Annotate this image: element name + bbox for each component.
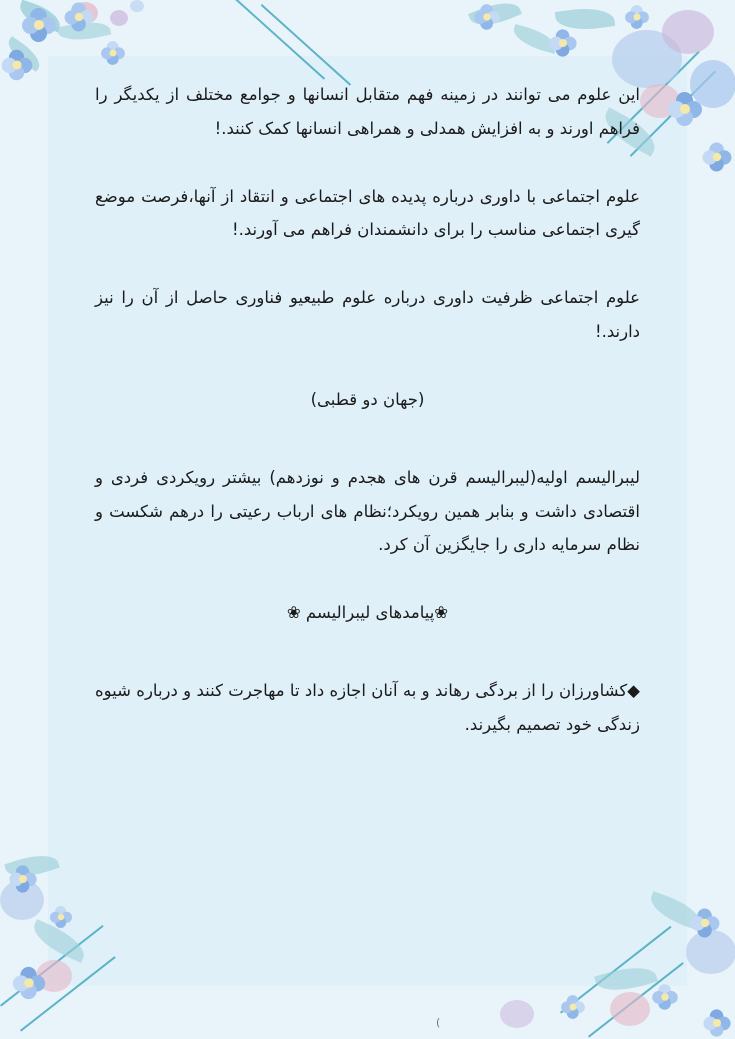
paragraph-2: علوم اجتماعی با داوری درباره پدیده های اجتماعی و انتقاد از آنها،فرصت موضع گیری اجتماعی مناسب را برای دانشمندان فراهم می آورند.! (95, 186, 640, 240)
paragraph-5: لیبرالیسم اولیه(لیبرالیسم قرن های هجدم و نوزدهم) بیشتر رویکردی فردی و اقتصادی داشت و بنابر همین رویکرد؛نظام های ارباب رعیتی را درهم شکست و نظام سرمایه داری را جایگزین آن کرد. (95, 467, 640, 555)
flower-icon (549, 29, 576, 56)
paragraph-spacer (95, 273, 640, 281)
flower-icon (9, 865, 36, 892)
paragraph-3: علوم اجتماعی ظرفیت داوری درباره علوم طبیعیو فناوری حاصل از آن را نیز دارند.! (95, 288, 640, 342)
flower-icon (703, 1009, 730, 1036)
paragraph-spacer (95, 375, 640, 383)
paragraph-spacer (95, 656, 640, 674)
flower-icon (101, 41, 125, 65)
section-heading-liberalism-consequences: ❀پیامدهای لیبرالیسم ❀ (286, 603, 449, 623)
paragraph-spacer (95, 588, 640, 596)
flower-icon (691, 909, 720, 938)
paragraph-spacer (95, 443, 640, 461)
flower-icon (625, 5, 649, 29)
flower-icon (652, 984, 678, 1010)
flower-icon (474, 4, 500, 30)
flower-icon (561, 995, 585, 1019)
paragraph-1: این علوم می توانند در زمینه فهم متقابل انسانها و جوامع مختلف از یکدیگر را فراهم اورند و به افزایش همدلی و همراهی انسانها کمک کنند.! (95, 85, 640, 138)
flower-icon (65, 3, 94, 32)
flower-icon (50, 906, 72, 928)
flower-icon (668, 92, 702, 126)
flower-icon (22, 8, 56, 42)
bottom-page-mark: ) (436, 1016, 441, 1029)
flower-icon (13, 967, 45, 999)
section-heading-bipolar-world: (جهان دو قطبی) (310, 389, 425, 409)
paragraph-spacer (95, 172, 640, 180)
paragraph-7: ◆کشاورزان را از بردگی رهاند و به آنان اجازه داد تا مهاجرت کنند و درباره شیوه زندگی خود تصمیم بگیرند. (95, 680, 640, 734)
flower-icon (2, 50, 33, 81)
document-body (95, 78, 640, 768)
flower-icon (703, 143, 732, 172)
